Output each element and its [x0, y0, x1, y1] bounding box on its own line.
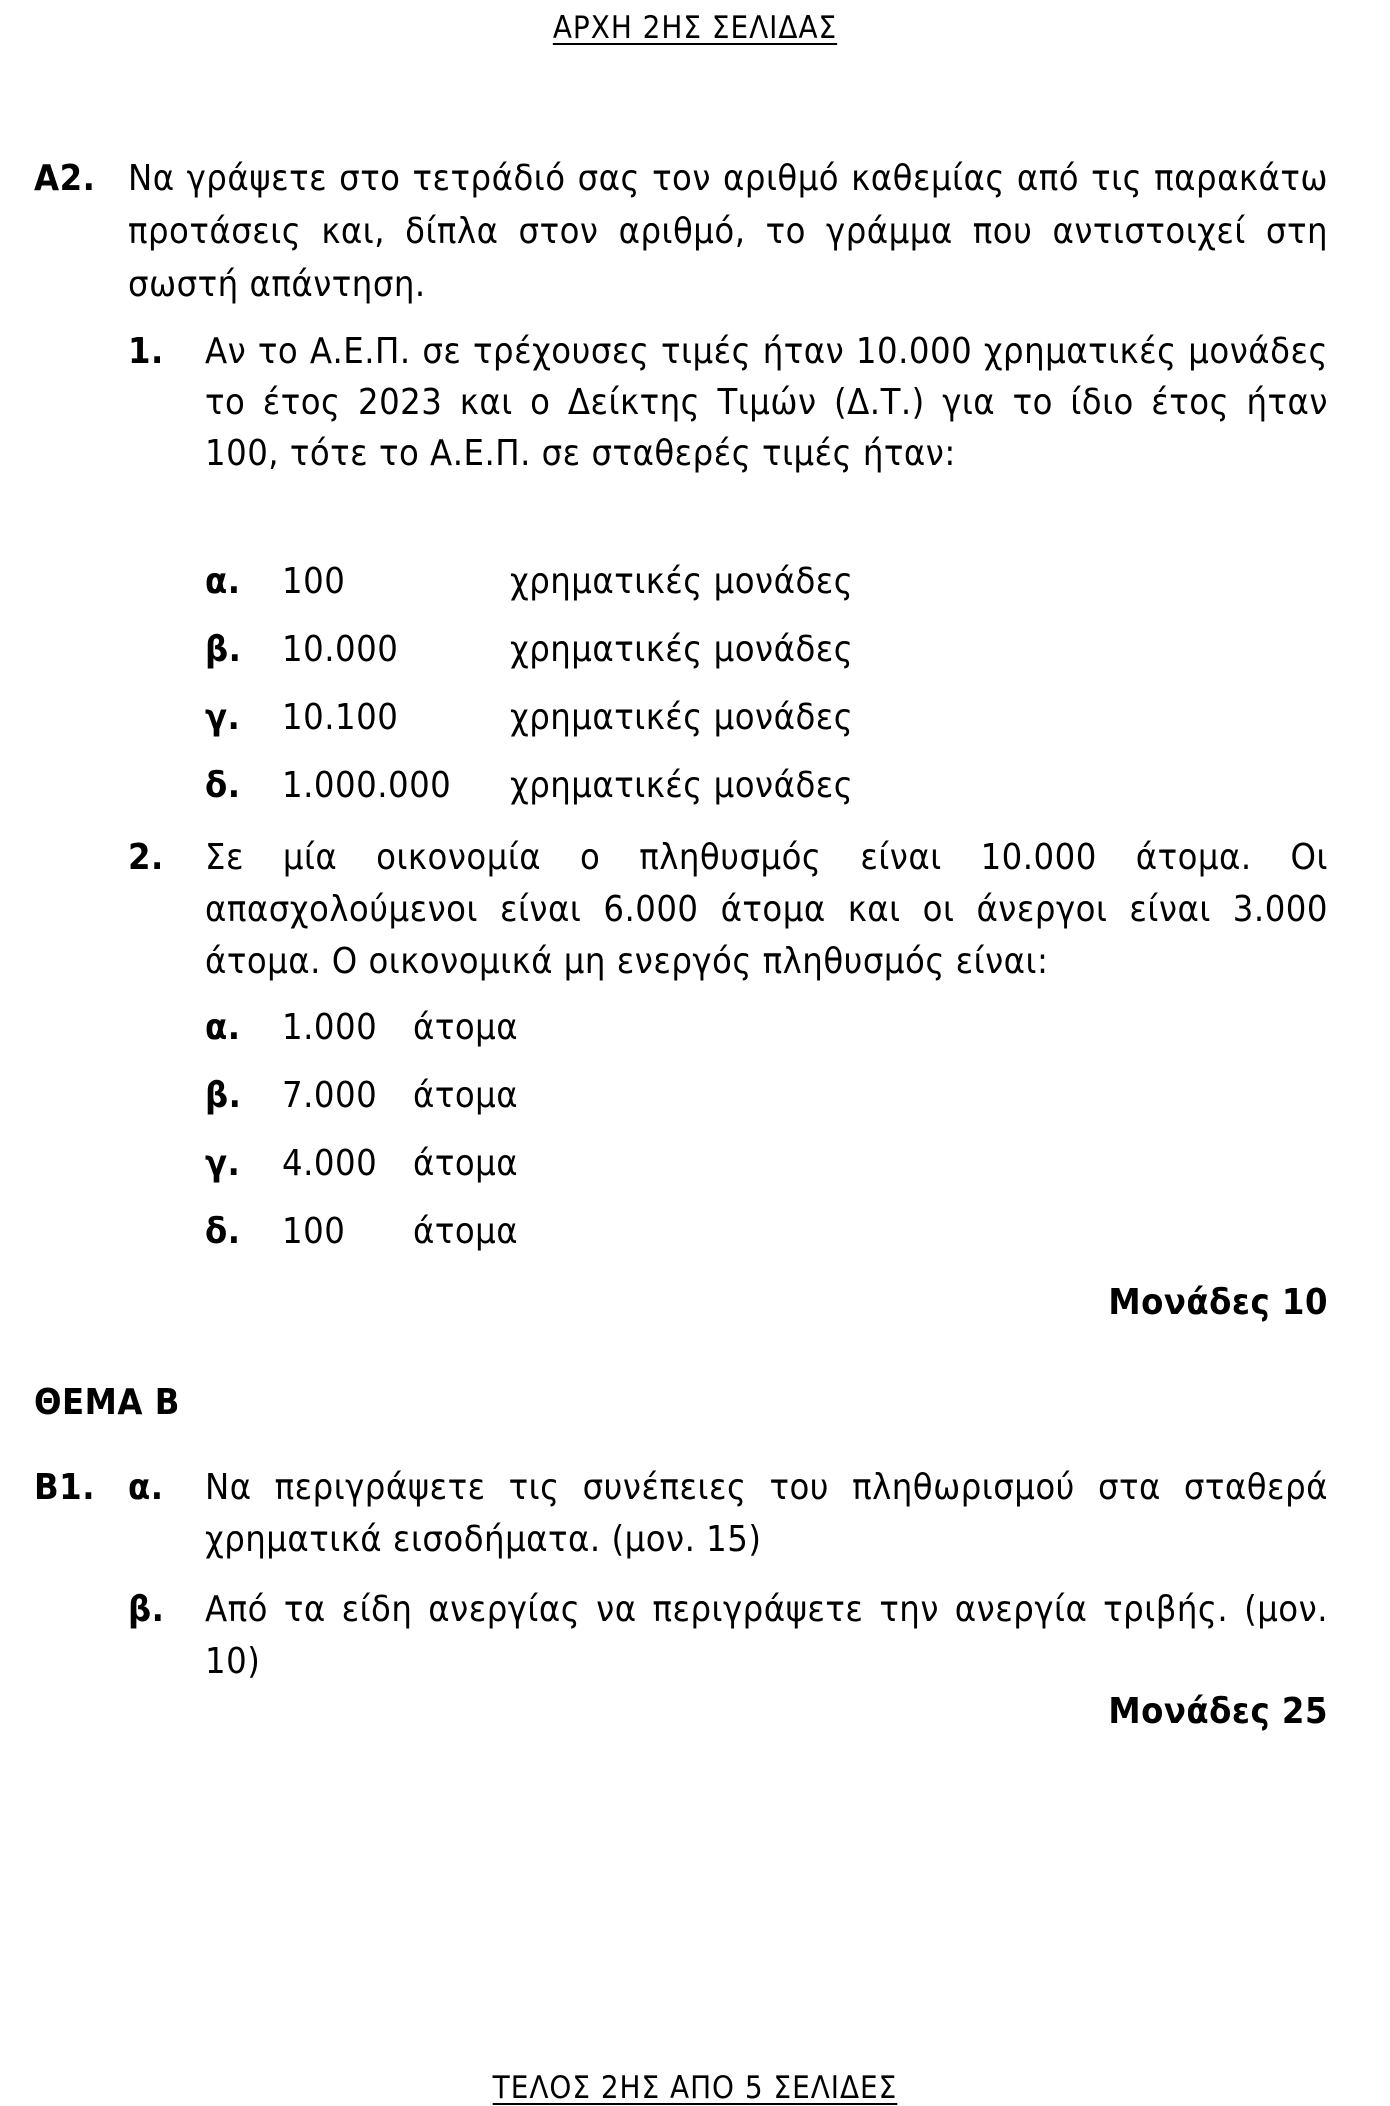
option-unit: χρηματικές μονάδες [510, 629, 854, 670]
question-b1-part-b-letter: β. [128, 1589, 165, 1630]
option-value: 100 [282, 561, 346, 602]
option-unit: άτομα [413, 1007, 519, 1048]
page-header [0, 10, 1390, 46]
option-row [0, 1137, 1390, 1205]
option-value: 10.000 [282, 629, 399, 670]
option-row [0, 623, 1390, 691]
section-title-theme-b: ΘΕΜΑ Β [34, 1382, 180, 1423]
option-value: 10.100 [282, 697, 399, 738]
option-row [0, 691, 1390, 759]
option-letter: δ. [205, 765, 241, 806]
option-letter: α. [205, 1007, 241, 1048]
option-value: 7.000 [282, 1075, 378, 1116]
option-unit: άτομα [413, 1211, 519, 1252]
question-b1-part-b-text: Από τα είδη ανεργίας να περιγράψετε την ανεργία τριβής. (μον. 10) [205, 1589, 1328, 1682]
option-value: 100 [282, 1211, 346, 1252]
page-footer [0, 2070, 1390, 2106]
subquestion-1-text: Αν το Α.Ε.Π. σε τρέχουσες τιμές ήταν 10.000 χρηματικές μονάδες το έτος 2023 και ο Δείκτης Τιμών (Δ.Τ.) για το ίδιο έτος ήταν 100, τότε το Α.Ε.Π. σε σταθερές τιμές ήταν: [205, 331, 1328, 474]
option-unit: χρηματικές μονάδες [510, 765, 854, 806]
option-letter: β. [205, 629, 242, 670]
option-value: 1.000.000 [282, 765, 452, 806]
option-row [0, 1001, 1390, 1069]
option-unit: χρηματικές μονάδες [510, 561, 854, 602]
subquestion-2-options [0, 1001, 1390, 1273]
option-letter: α. [205, 561, 241, 602]
option-unit: άτομα [413, 1143, 519, 1184]
subquestion-2-number: 2. [128, 837, 164, 878]
question-b1-label: Β1. [34, 1467, 96, 1508]
subquestion-1-options [0, 555, 1390, 827]
page-footer-text: ΤΕΛΟΣ 2ΗΣ ΑΠΟ 5 ΣΕΛΙΔΕΣ [492, 2070, 898, 2106]
subquestion-2-text: Σε μία οικονομία ο πληθυσμός είναι 10.000 άτομα. Οι απασχολούμενοι είναι 6.000 άτομα και οι άνεργοι είναι 3.000 άτομα. Ο οικονομικά μη ενεργός πληθυσμός είναι: [205, 837, 1328, 982]
option-letter: γ. [205, 1143, 241, 1184]
question-a2-instruction: Να γράψετε στο τετράδιό σας τον αριθμό καθεμίας από τις παρακάτω προτάσεις και, δίπλα στον αριθμό, το γράμμα που αντιστοιχεί στη σωστή απάντηση. [128, 158, 1328, 305]
option-unit: άτομα [413, 1075, 519, 1116]
b1-points: Μονάδες 25 [1108, 1691, 1328, 1732]
option-row [0, 759, 1390, 827]
option-row [0, 1205, 1390, 1273]
option-value: 4.000 [282, 1143, 378, 1184]
question-b1-part-a-letter: α. [128, 1467, 164, 1508]
option-unit: χρηματικές μονάδες [510, 697, 854, 738]
subquestion-1-number: 1. [128, 331, 164, 372]
option-letter: β. [205, 1075, 242, 1116]
question-a2-label: Α2. [34, 158, 96, 199]
option-row [0, 1069, 1390, 1137]
page-header-text: ΑΡΧΗ 2ΗΣ ΣΕΛΙΔΑΣ [552, 10, 838, 46]
a2-points: Μονάδες 10 [1108, 1282, 1328, 1323]
option-letter: δ. [205, 1211, 241, 1252]
question-b1-part-a-text: Να περιγράψετε τις συνέπειες του πληθωρισμού στα σταθερά χρηματικά εισοδήματα. (μον. 15) [205, 1467, 1328, 1560]
option-row [0, 555, 1390, 623]
option-value: 1.000 [282, 1007, 378, 1048]
option-letter: γ. [205, 697, 241, 738]
